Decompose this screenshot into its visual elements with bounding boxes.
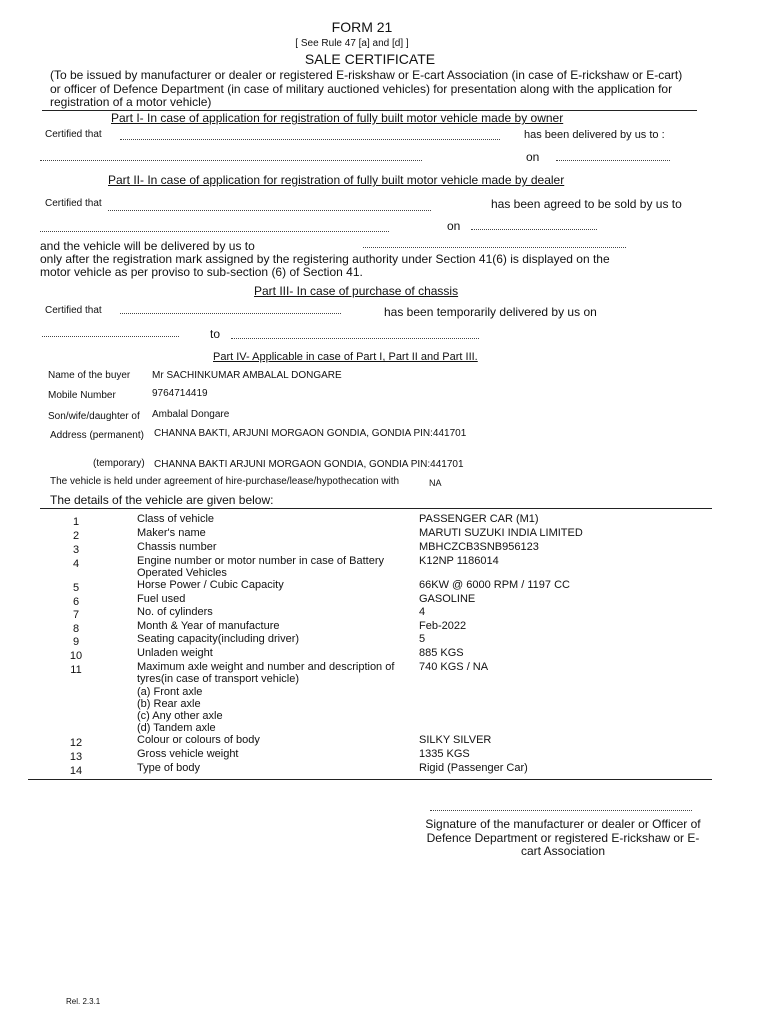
part2-agreed-text: has been agreed to be sold by us to [491,197,682,211]
part4-heading: Part IV- Applicable in case of Part I, Part II and Part III. [213,351,478,363]
row-label-text: Colour or colours of body [137,734,260,746]
buyer-name-label: Name of the buyer [48,370,131,381]
form-title: FORM 21 [331,19,393,35]
row-label [137,541,402,553]
row-value: SILKY SILVER [419,734,492,746]
part1-certified-blank[interactable] [120,139,500,140]
row-value: MARUTI SUZUKI INDIA LIMITED [419,527,583,539]
row-value: Rigid (Passenger Car) [419,762,528,774]
row-value: K12NP 1186014 [419,555,499,567]
signature-caption: Signature of the manufacturer or dealer or Officer of Defence Department or registered E-rickshaw or E-cart Association [425,817,701,858]
row-number: 2 [72,530,80,542]
row-label [137,620,402,632]
hire-purchase-value: NA [429,478,442,488]
row-value: 66KW @ 6000 RPM / 1197 CC [419,579,570,591]
mobile-number-value: 9764714419 [152,388,208,399]
row-label-text: Type of body [137,762,200,774]
row-value: 885 KGS [419,647,464,659]
row-label-text: No. of cylinders [137,606,213,618]
row-value: 1335 KGS [419,748,470,760]
part2-heading: Part II- In case of application for registration of fully built motor vehicle made by dealer [108,173,565,187]
row-number: 4 [72,558,80,570]
part2-proviso: only after the registration mark assigned by the registering authority under Section 41(6) is displayed on the motor vehicle as per proviso to sub-section (6) of Section 41. [40,252,610,279]
row-number: 7 [72,609,80,621]
row-number: 11 [70,664,82,676]
part3-to-blank[interactable] [231,338,479,339]
row-label-text: Maximum axle weight and number and description of tyres(in case of transport vehicle) [137,661,395,686]
part1-recipient-blank[interactable] [40,160,422,161]
row-value: Feb-2022 [419,620,467,632]
part3-temp-text: has been temporarily delivered by us on [384,305,597,319]
address-temporary-label: (temporary) [93,458,145,469]
part3-certified-label: Certified that [45,305,102,316]
row-number: 8 [72,623,80,635]
row-number: 10 [69,650,83,662]
row-label-text: Unladen weight [137,647,213,659]
part2-certified-blank[interactable] [108,210,431,211]
axle-sub-item: (d) Tandem axle [137,722,216,735]
row-value: GASOLINE [419,593,476,605]
row-number: 14 [69,765,83,777]
address-temporary-value: CHANNA BAKTI ARJUNI MORGAON GONDIA, GONDIA PIN:441701 [154,459,464,470]
part1-heading: Part I- In case of application for registration of fully built motor vehicle made by owner [111,111,564,125]
row-number: 5 [72,582,80,594]
row-number: 1 [72,516,80,528]
row-number: 13 [69,751,83,763]
row-label-text: Chassis number [137,541,217,553]
row-number: 3 [72,544,80,556]
row-value: PASSENGER CAR (M1) [419,513,539,525]
row-label [137,734,402,746]
certificate-title: SALE CERTIFICATE [304,51,436,67]
hire-purchase-label: The vehicle is held under agreement of hire-purchase/lease/hypothecation with [50,476,400,487]
rule-reference: [ See Rule 47 [a] and [d] ] [295,38,409,49]
mobile-number-label: Mobile Number [48,390,116,401]
axle-sub-item: (a) Front axle [137,685,203,698]
row-number: 6 [72,596,80,608]
axle-sub-item: (b) Rear axle [137,697,201,710]
row-value: MBHCZCB3SNB956123 [419,541,539,553]
row-value: 4 [419,606,426,618]
part1-certified-label: Certified that [45,129,102,140]
part1-delivered-text: has been delivered by us to : [524,129,665,141]
row-label [137,633,402,645]
part2-date-blank[interactable] [471,229,597,230]
row-label [137,527,402,539]
address-permanent-label: Address (permanent) [50,430,144,441]
row-label [137,762,402,774]
release-version: Rel. 2.3.1 [66,997,101,1006]
part3-certified-blank[interactable] [120,313,341,314]
part2-on-label: on [447,219,461,233]
signature-line[interactable] [430,810,692,811]
part3-date-blank[interactable] [42,336,179,337]
details-bottom-rule [28,779,712,780]
part2-buyer-blank[interactable] [40,231,389,232]
row-label-text: Horse Power / Cubic Capacity [137,579,284,591]
row-label [137,647,402,659]
row-label [137,513,402,525]
part2-delivered-to: and the vehicle will be delivered by us to [40,239,255,253]
vehicle-details-intro: The details of the vehicle are given below: [50,493,274,507]
row-label-text: Maker's name [137,527,206,539]
row-value: 740 KGS / NA [419,661,489,673]
address-permanent-value: CHANNA BAKTI, ARJUNI MORGAON GONDIA, GONDIA PIN:441701 [154,428,467,439]
part3-to-label: to [210,327,221,341]
details-top-rule [40,508,712,509]
part2-delivered-blank[interactable] [363,247,626,248]
intro-text: (To be issued by manufacturer or dealer or registered E-riskshaw or E-cart Association (in case of E-rickshaw or E-cart) or officer of Defence Department (in case of military auctioned vehicles) for presentation along with the application for registration of a motor vehicle) [50,68,683,109]
axle-sub-item: (c) Any other axle [137,710,223,723]
row-label [137,593,402,605]
row-label [137,579,402,591]
row-label [137,555,402,580]
row-label-text: Fuel used [137,593,186,605]
row-number: 12 [69,737,83,749]
row-label [137,748,402,760]
part1-date-blank[interactable] [556,160,670,161]
row-label-text: Class of vehicle [137,513,215,525]
part1-on-label: on [526,150,540,164]
row-label [137,606,402,618]
relation-value: Ambalal Dongare [152,409,230,420]
row-value: 5 [419,633,426,645]
part2-certified-label: Certified that [45,198,102,209]
part3-heading: Part III- In case of purchase of chassis [254,284,459,298]
row-label-text: Seating capacity(including driver) [137,633,300,645]
row-label-text: Engine number or motor number in case of Battery Operated Vehicles [137,555,385,580]
row-label-text: Gross vehicle weight [137,748,239,760]
row-label [137,661,402,735]
relation-label: Son/wife/daughter of [48,411,140,422]
buyer-name-value: Mr SACHINKUMAR AMBALAL DONGARE [152,370,342,381]
row-label-text: Month & Year of manufacture [137,620,280,632]
row-number: 9 [72,636,80,648]
